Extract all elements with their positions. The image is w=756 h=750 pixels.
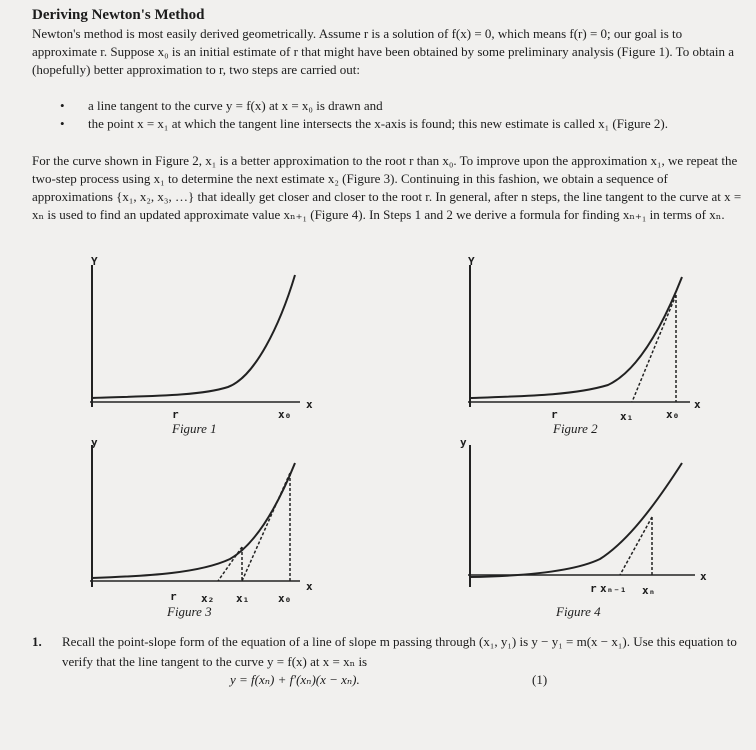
y-axis-label: Y — [91, 255, 98, 268]
tangent-line — [218, 547, 242, 581]
step-item — [60, 97, 744, 115]
question-number: 1. — [32, 634, 42, 649]
tick-label: x₀ — [666, 408, 680, 421]
bullet-marker: • — [60, 98, 65, 113]
tick-label: r — [170, 590, 177, 603]
tick-label: r — [590, 582, 597, 595]
y-axis-label: Y — [468, 255, 475, 268]
tangent-line — [242, 473, 290, 581]
tick-label: r — [172, 408, 179, 421]
section-title: Deriving Newton's Method — [32, 7, 205, 23]
tick-label: r — [551, 408, 558, 421]
tick-label: xₙ — [642, 584, 656, 597]
x-axis-label: x — [694, 398, 701, 411]
step-text: the point x = x₁ at which the tangent line intersects the x-axis is found; this new estimate is called x₁ (Figure 2). — [88, 116, 668, 131]
tick-label: x₁ — [236, 592, 250, 605]
figure-caption: Figure 1 — [172, 421, 217, 436]
equation-number: (1) — [532, 672, 548, 687]
step-item — [60, 115, 744, 133]
tick-label: xₙ₋₁ — [600, 582, 627, 595]
curve — [470, 463, 682, 577]
figure-caption: Figure 2 — [553, 421, 598, 436]
step-text: a line tangent to the curve y = f(x) at x = x₀ is drawn and — [88, 98, 383, 113]
figure-2-graph — [460, 265, 710, 415]
tick-label: x₁ — [620, 410, 634, 423]
question-text: Recall the point-slope form of the equation of a line of slope m passing through (x₁, y₁) is y − y₁ = m(x − x₁). Use this equation to verify that the line tangent to the curve y = f(x) at x = xₙ is — [62, 634, 737, 669]
x-axis-label: x — [306, 398, 313, 411]
y-axis-label: y — [460, 436, 467, 449]
figure-1-graph — [80, 265, 330, 415]
tangent-line — [632, 295, 676, 402]
tick-label: x₀ — [278, 408, 292, 421]
tick-label: x₂ — [201, 592, 215, 605]
tick-label: x₀ — [278, 592, 292, 605]
intro-paragraph: Newton's method is most easily derived geometrically. Assume r is a solution of f(x) = 0, which means f(r) = 0; our goal is to approximate r. Suppose x₀ is an initial estimate of r that might have been obtained by some preliminary analysis (Figure 1). To obtain a (hopefully) better approximation to r, two steps are carried out: — [32, 26, 734, 77]
sequence-paragraph: For the curve shown in Figure 2, x₁ is a better approximation to the root r than x₀. To improve upon the approximation x₁, we repeat the two-step process using x₁ to determine the next estimate x₂ (Figure 3). Continuing in this fashion, we obtain a sequence of approximations {x₁, x₂, x₃, …} that ideally get closer and closer to the root r. In general, after n steps, the line tangent to the curve at x = xₙ is used to find an updated approximate value xₙ₊₁ (Figure 4). In Steps 1 and 2 we derive a formula for finding xₙ₊₁ in terms of xₙ. — [32, 153, 742, 222]
step-list — [60, 97, 744, 133]
figure-3-graph — [80, 445, 330, 595]
figure-4-graph — [460, 445, 720, 595]
tangent-equation: y = f(xₙ) + f′(xₙ)(x − xₙ). — [230, 672, 360, 687]
figure-caption: Figure 3 — [167, 604, 212, 619]
y-axis-label: y — [91, 436, 98, 449]
curve — [92, 463, 295, 578]
curve — [470, 277, 682, 398]
x-axis-label: x — [700, 570, 707, 583]
bullet-marker: • — [60, 116, 65, 131]
x-axis-label: x — [306, 580, 313, 593]
figure-caption: Figure 4 — [556, 604, 601, 619]
curve — [92, 275, 295, 398]
